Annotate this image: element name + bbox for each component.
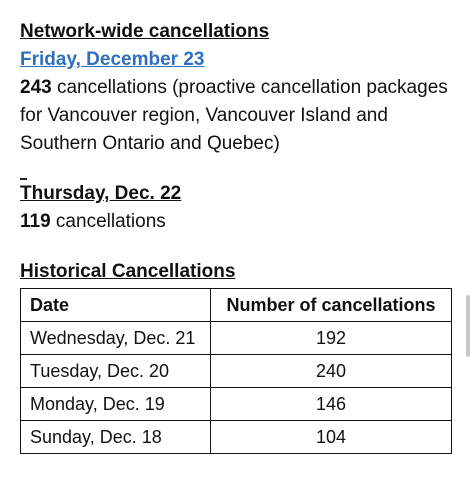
table-row — [21, 388, 452, 421]
table-header-row — [21, 289, 452, 322]
friday-date-link[interactable]: Friday, December 23 — [20, 49, 205, 70]
column-header-count: Number of cancellations — [211, 289, 452, 322]
page-title: Network-wide cancellations — [20, 21, 270, 42]
row-count: 240 — [211, 355, 452, 388]
row-date: Wednesday, Dec. 21 — [21, 322, 211, 355]
friday-summary — [20, 74, 460, 158]
row-date: Sunday, Dec. 18 — [21, 421, 211, 454]
table-row — [21, 322, 452, 355]
row-date: Monday, Dec. 19 — [21, 388, 211, 421]
column-header-date: Date — [21, 289, 211, 322]
row-count: 192 — [211, 322, 452, 355]
vertical-scrollbar[interactable] — [466, 295, 470, 357]
friday-count: 243 — [20, 77, 52, 98]
table-row — [21, 421, 452, 454]
article-content — [20, 18, 460, 454]
thursday-summary — [20, 208, 460, 236]
friday-description: cancellations (proactive cancellation packages for Vancouver region, Vancouver Island and Southern Ontario and Quebec) — [20, 77, 448, 154]
thursday-description: cancellations — [50, 211, 166, 232]
thursday-heading: Thursday, Dec. 22 — [20, 183, 182, 204]
historical-heading: Historical Cancellations — [20, 261, 236, 282]
row-date: Tuesday, Dec. 20 — [21, 355, 211, 388]
row-count: 146 — [211, 388, 452, 421]
row-count: 104 — [211, 421, 452, 454]
table-row — [21, 355, 452, 388]
historical-table — [20, 288, 452, 454]
thursday-count: 119 — [20, 211, 51, 232]
